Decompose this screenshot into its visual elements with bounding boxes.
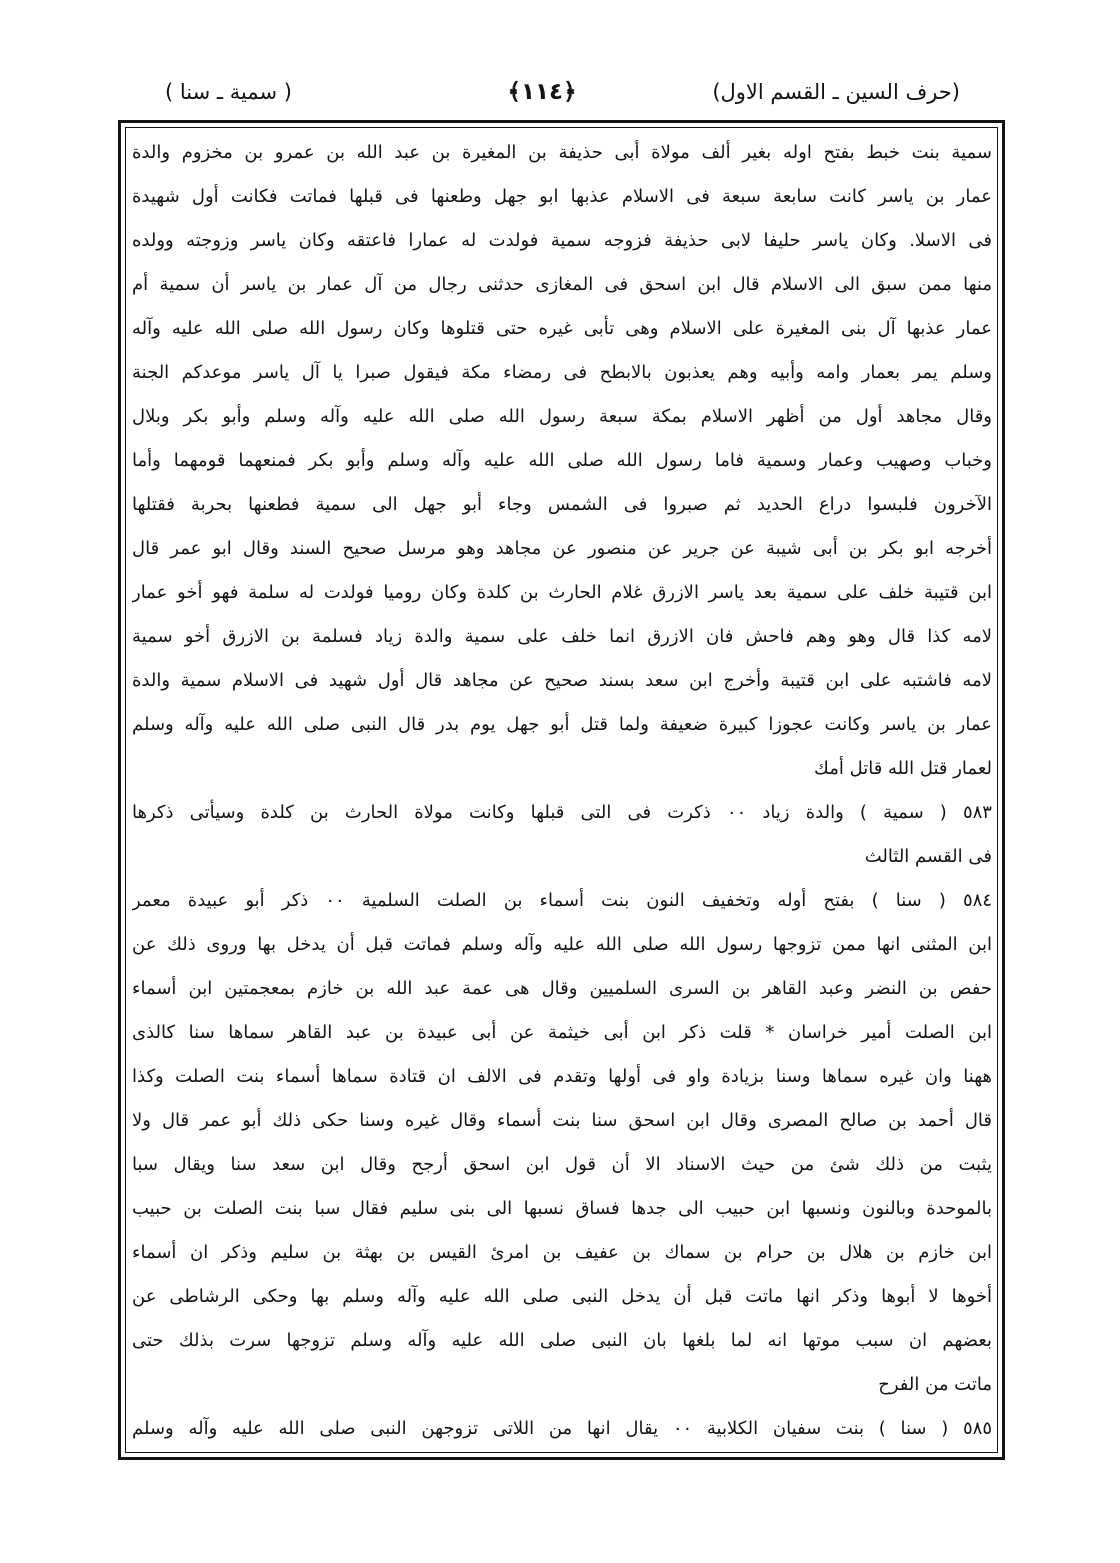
page-body xyxy=(132,131,992,1451)
text-line: لامه فاشتبه على ابن قتيبة وأخرج ابن سعد بسند صحيح عن مجاهد قال أول شهيد فى الاسلام سمية والدة xyxy=(132,670,992,691)
running-header xyxy=(150,72,970,112)
entry-paragraph xyxy=(132,879,992,1407)
text-line: أخرجه ابو بكر بن أبى شيبة عن جرير عن منصور عن مجاهد وهو مرسل صحيح السند وقال ابو عمر قال xyxy=(132,538,992,559)
text-line: وخباب وصهيب وعمار وسمية فاما رسول الله صلى الله عليه وآله وسلم وأبو بكر فمنعهما قومهما وأما xyxy=(132,450,992,471)
entry-paragraph xyxy=(132,791,992,879)
text-line: فى الاسلا. وكان ياسر حليفا لابى حذيفة فزوجه سمية فولدت له عمارا فاعتقه وكان ياسر وزوجته وولده xyxy=(132,230,992,251)
header-section-title: (حرف السين ـ القسم الاول) xyxy=(712,80,960,104)
text-line: بالموحدة وبالنون ونسبها ابن حبيب الى جدها فساق نسبها الى بنى سليم فقال سبا بنت الصلت بن حبيب xyxy=(132,1198,992,1219)
header-entry-range: ( سمية ـ سنا ) xyxy=(165,80,292,104)
text-line: ههنا وان غيره سماها وسنا بزيادة واو فى أولها وتقدم فى الالف ان قتادة سماها أسماء بنت الصلت وكذا xyxy=(132,1066,992,1087)
text-line: عمار عذبها آل بنى المغيرة على الاسلام وهى تأبى غيره حتى قتلوها وكان رسول الله صلى الله عليه وآله xyxy=(132,318,992,339)
text-line: فى القسم الثالث xyxy=(864,846,992,867)
text-line: ابن الصلت أمير خراسان * قلت ذكر ابن أبى خيثمة عن أبى عبيدة بن عبد القاهر سماها سنا كالذى xyxy=(132,1022,992,1043)
text-line: وقال مجاهد أول من أظهر الاسلام بمكة سبعة رسول الله صلى الله عليه وآله وسلم وأبو بكر وبلال xyxy=(132,406,992,427)
text-line: ماتت من الفرح xyxy=(878,1374,992,1395)
entry-paragraph xyxy=(132,131,992,791)
text-line: لعمار قتل الله قاتل أمك xyxy=(814,758,992,779)
text-line: بعضهم ان سبب موتها انه لما بلغها بان النبى صلى الله عليه وآله وسلم تزوجها سرت بذلك حتى xyxy=(132,1330,992,1351)
text-line: ٥٨٤ ( سنا ) بفتح أوله وتخفيف النون بنت أسماء بن الصلت السلمية ٠٠ ذكر أبو عبيدة معمر xyxy=(132,890,992,911)
text-line: منها ممن سبق الى الاسلام قال ابن اسحق فى المغازى حدثنى رجال من آل عمار بن ياسر أن سمية أم xyxy=(132,274,992,295)
text-line: ابن المثنى انها ممن تزوجها رسول الله صلى الله عليه وآله وسلم فماتت قبل أن يدخل بها وروى ذلك عن xyxy=(132,934,992,955)
page-number: ﴿١١٤﴾ xyxy=(507,79,577,105)
text-line: ابن خازم بن هلال بن حرام بن سماك بن عفيف بن امرئ القيس بن بهثة بن سليم وذكر ان أسماء xyxy=(132,1242,992,1263)
text-line: الآخرون فلبسوا دراع الحديد ثم صبروا فى الشمس وجاء أبو جهل الى سمية فطعنها بحربة فقتلها xyxy=(132,494,992,515)
text-line: سمية بنت خبط بفتح اوله بغير ألف مولاة أبى حذيفة بن المغيرة بن عبد الله بن عمرو بن مخزوم والدة xyxy=(132,142,992,163)
text-line: وسلم يمر بعمار وامه وأبيه وهم يعذبون بالابطح فى رمضاء مكة فيقول صبرا يا آل ياسر موعدكم الجنة xyxy=(132,362,992,383)
text-line: ابن قتيبة خلف على سمية بعد ياسر الازرق غلام الحارث بن كلدة وكان روميا فولدت له سلمة فهو أخو عمار xyxy=(132,582,992,603)
text-line: لامه كذا قال وهو وهم فاحش فان الازرق انما خلف على سمية والدة زياد فسلمة بن الازرق أخو سمية xyxy=(132,626,992,647)
text-line: عمار بن ياسر وكانت عجوزا كبيرة ضعيفة ولما قتل أبو جهل يوم بدر قال النبى صلى الله عليه وآله وسلم xyxy=(132,714,992,735)
text-line: أخوها لا أبوها وذكر انها ماتت قبل أن يدخل النبى صلى الله عليه وآله وسلم بها وحكى الرشاطى عن xyxy=(132,1286,992,1307)
text-line: يثبت من ذلك شئ من حيث الاسناد الا أن قول ابن اسحق أرجح وقال ابن سعد سنا ويقال سبا xyxy=(132,1154,992,1175)
text-line: عمار بن ياسر كانت سابعة سبعة فى الاسلام عذبها ابو جهل وطعنها فى قبلها فماتت فكانت أول شهيدة xyxy=(132,186,992,207)
text-line: ٥٨٣ ( سمية ) والدة زياد ٠٠ ذكرت فى التى قبلها وكانت مولاة الحارث بن كلدة وسيأتى ذكرها xyxy=(132,802,992,823)
text-line: ٥٨٥ ( سنا ) بنت سفيان الكلابية ٠٠ يقال انها من اللاتى تزوجهن النبى صلى الله عليه وآله وسلم xyxy=(132,1418,992,1439)
text-line: قال أحمد بن صالح المصرى وقال ابن اسحق سنا بنت أسماء وقال غيره وسنا حكى ذلك أبو عمر قال ولا xyxy=(132,1110,992,1131)
text-line: حفص بن النضر وعبد القاهر بن السرى السلميين وقال هى عمة عبد الله بن خازم بمعجمتين ابن أسماء xyxy=(132,978,992,999)
entry-paragraph xyxy=(132,1407,992,1451)
